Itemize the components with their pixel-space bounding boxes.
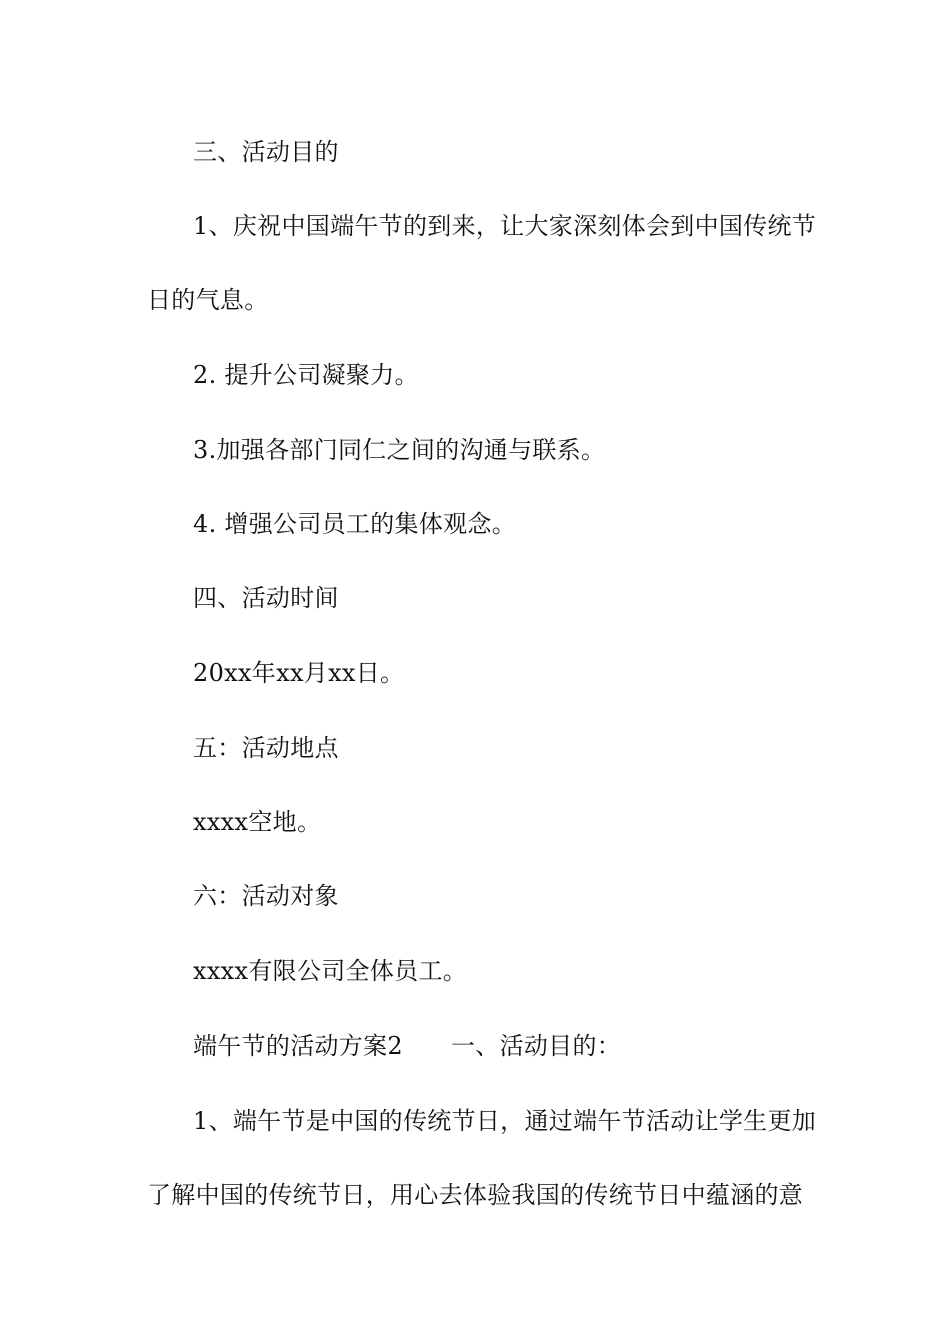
section-heading-purpose: 三、活动目的: [193, 138, 339, 166]
paragraph-line: 1、端午节是中国的传统节日，通过端午节活动让学生更加: [193, 1107, 817, 1135]
paragraph-line: 20xx年xx月xx日。: [193, 659, 405, 687]
section-heading-audience: 六：活动对象: [193, 882, 339, 910]
section-heading-location: 五：活动地点: [193, 734, 339, 762]
paragraph-line: 日的气息。: [147, 286, 269, 314]
section-heading-time: 四、活动时间: [193, 584, 339, 612]
paragraph-line: 1、庆祝中国端午节的到来，让大家深刻体会到中国传统节: [193, 212, 817, 240]
section-heading-purpose-2: 一、活动目的：: [450, 1032, 622, 1060]
list-item: 4. 增强公司员工的集体观念。: [193, 510, 517, 538]
paragraph-line: 了解中国的传统节日，用心去体验我国的传统节日中蕴涵的意: [147, 1181, 804, 1209]
paragraph-line: xxxx有限公司全体员工。: [193, 957, 468, 985]
list-item: 2. 提升公司凝聚力。: [193, 361, 419, 389]
plan-title: 端午节的活动方案2: [193, 1032, 403, 1060]
plan-title-line: [193, 1030, 621, 1062]
paragraph-line: xxxx空地。: [193, 808, 322, 836]
list-item: 3.加强各部门同仁之间的沟通与联系。: [193, 436, 606, 464]
